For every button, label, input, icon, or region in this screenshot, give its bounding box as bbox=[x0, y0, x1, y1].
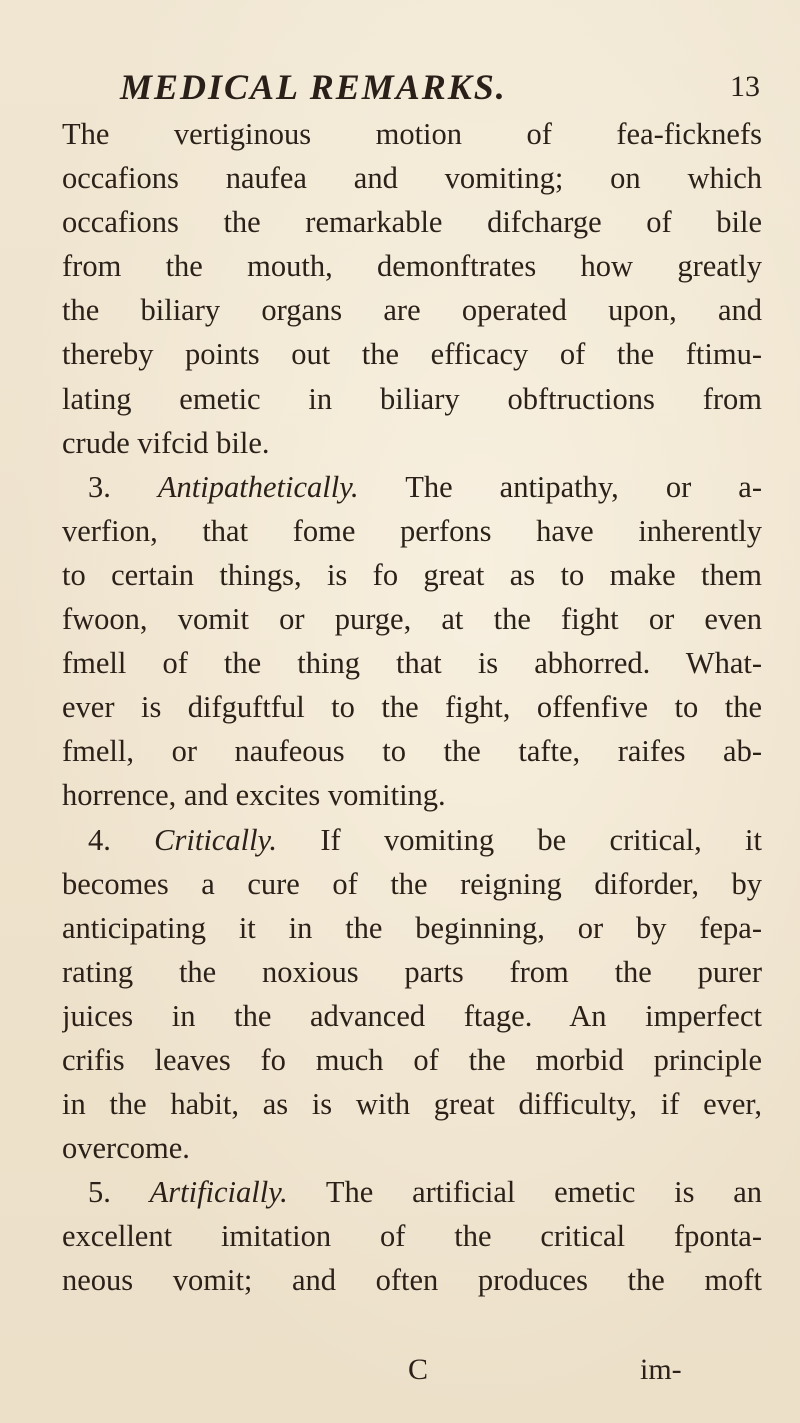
running-head bbox=[120, 66, 760, 106]
section-4-line: becomes a cure of the reigning diforder, by bbox=[62, 866, 762, 901]
section-5-number: 5. bbox=[88, 1175, 111, 1210]
text-line: occafions naufea and vomiting; on which bbox=[62, 161, 762, 196]
section-5-first-line bbox=[62, 1170, 762, 1214]
section-4-line: anticipating it in the beginning, or by fepa- bbox=[62, 910, 762, 945]
section-4-number: 4. bbox=[88, 822, 111, 857]
text-line: The vertiginous motion of fea-ficknefs bbox=[62, 117, 762, 151]
catchword: im- bbox=[640, 1353, 682, 1386]
section-3-line: verfion, that fome perfons have inherently bbox=[62, 513, 762, 548]
section-4-line: in the habit, as is with great difficulty, if ever, bbox=[62, 1087, 762, 1122]
text-line: lating emetic in biliary obftructions from bbox=[62, 381, 762, 416]
section-4-line: crifis leaves fo much of the morbid principle bbox=[62, 1042, 762, 1077]
section-3-line: horrence, and excites vomiting. bbox=[62, 778, 446, 813]
section-3-line: ever is difguftful to the fight, offenfive to the bbox=[62, 690, 762, 725]
section-4-line: overcome. bbox=[62, 1131, 190, 1166]
section-3-line: to certain things, is fo great as to make them bbox=[62, 557, 762, 592]
section-4-first-line bbox=[62, 818, 762, 862]
text-line: crude vifcid bile. bbox=[62, 425, 270, 460]
text-line: from the mouth, demonftrates how greatly bbox=[62, 249, 762, 284]
section-5-line: excellent imitation of the critical fponta- bbox=[62, 1219, 762, 1254]
running-title: MEDICAL REMARKS. bbox=[120, 67, 507, 107]
section-5-line: The artificial emetic is an bbox=[325, 1175, 762, 1210]
section-4-line: If vomiting be critical, it bbox=[320, 822, 762, 857]
section-4-line: juices in the advanced ftage. An imperfect bbox=[62, 998, 762, 1033]
section-3-first-line bbox=[62, 465, 762, 509]
page-number: 13 bbox=[730, 70, 760, 103]
section-3-line: fwoon, vomit or purge, at the fight or even bbox=[62, 602, 762, 637]
text-line: occafions the remarkable difcharge of bile bbox=[62, 205, 762, 240]
section-5-title: Artificially. bbox=[149, 1175, 288, 1210]
section-4-title: Critically. bbox=[154, 822, 278, 857]
text-line: thereby points out the efficacy of the ftimu- bbox=[62, 337, 762, 372]
signature-mark: C bbox=[408, 1353, 429, 1386]
section-3-line: The antipathy, or a- bbox=[405, 469, 762, 504]
body-text bbox=[62, 112, 762, 1303]
section-5-line: neous vomit; and often produces the moft bbox=[62, 1263, 762, 1298]
section-3-line: fmell of the thing that is abhorred. What- bbox=[62, 646, 762, 681]
text-line: the biliary organs are operated upon, and bbox=[62, 293, 762, 328]
section-3-title: Antipathetically. bbox=[157, 469, 359, 504]
section-3-number: 3. bbox=[88, 469, 111, 504]
section-3-line: fmell, or naufeous to the tafte, raifes ab- bbox=[62, 734, 762, 769]
section-4-line: rating the noxious parts from the purer bbox=[62, 954, 762, 989]
